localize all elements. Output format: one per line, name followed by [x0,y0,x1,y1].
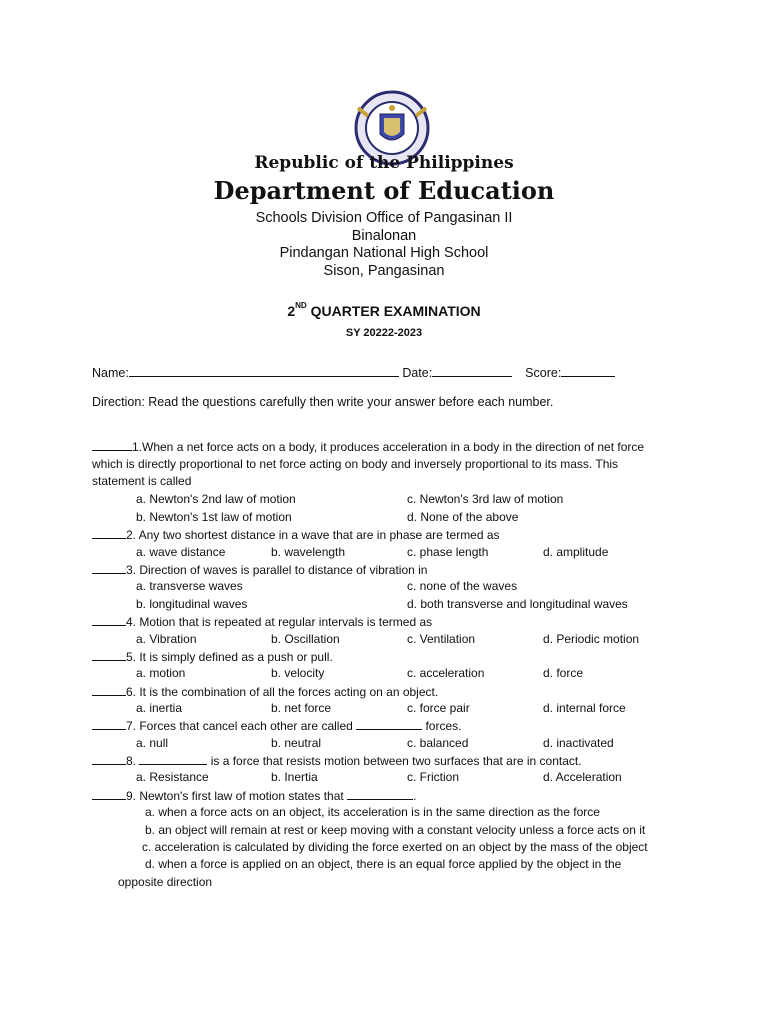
question-9-text: 9. Newton's first law of motion states that [126,789,344,803]
answer-blank-4[interactable] [92,614,126,626]
q4-option-c: c. Ventilation [407,632,476,646]
question-1 [92,439,644,454]
q4-option-d: d. Periodic motion [543,632,640,646]
question-7 [92,718,462,733]
question-9-text-end: . [413,789,417,803]
exam-title-number: 2 [287,303,296,319]
q5-option-b: b. velocity [271,666,325,680]
exam-title-text: QUARTER EXAMINATION [306,303,481,319]
town-line: Binalonan [351,228,417,244]
q7-option-c: c. balanced [407,736,469,750]
division-line: Schools Division Office of Pangasinan II [255,210,513,226]
question-6 [92,684,438,699]
fill-in-blank-9 [347,788,413,800]
question-1-line-2: which is directly proportional to net force acting on body and inversely proportional to its mass. This [92,457,619,471]
score-blank[interactable] [561,364,615,377]
q3-option-a: a. transverse waves [136,579,243,593]
question-4 [92,614,432,629]
question-4-text: 4. Motion that is repeated at regular intervals is termed as [126,615,433,629]
date-label: Date: [402,366,433,380]
question-5-text: 5. It is simply defined as a push or pull. [126,650,333,664]
q3-option-b: b. longitudinal waves [136,597,248,611]
q2-option-a: a. wave distance [136,545,226,559]
q9-option-c: c. acceleration is calculated by dividing the force exerted on an object by the mass of the object [142,840,648,854]
q7-option-b: b. neutral [271,736,322,750]
republic-title: Republic of the Philippines [254,153,514,173]
school-line: Pindangan National High School [279,245,489,261]
q9-option-d: d. when a force is applied on an object, there is an equal force applied by the object in the [145,857,622,871]
q5-option-a: a. motion [136,666,186,680]
answer-blank-9[interactable] [92,788,126,800]
question-5 [92,649,333,664]
school-year: SY 20222-2023 [345,327,423,339]
q8-option-a: a. Resistance [136,770,209,784]
name-label: Name: [92,366,129,380]
answer-blank-3[interactable] [92,562,126,574]
department-title: Department of Education [213,176,555,205]
q9-option-b: b. an object will remain at rest or keep moving with a constant velocity unless a force acts on it [145,823,646,837]
answer-blank-6[interactable] [92,684,126,696]
fill-in-blank-8 [139,753,207,765]
score-label: Score: [525,366,562,380]
q1-option-d: d. None of the above [407,510,519,524]
q3-option-d: d. both transverse and longitudinal waves [407,597,628,611]
question-8-number: 8. [126,754,137,768]
answer-blank-5[interactable] [92,649,126,661]
answer-blank-1[interactable] [92,439,132,451]
q1-option-a: a. Newton's 2nd law of motion [136,492,296,506]
question-6-text: 6. It is the combination of all the forces acting on an object. [126,685,439,699]
q6-option-a: a. inertia [136,701,183,715]
question-9 [92,788,416,803]
question-7-text: 7. Forces that cancel each other are called [126,719,353,733]
q8-option-b: b. Inertia [271,770,318,784]
q5-option-c: c. acceleration [407,666,485,680]
q8-option-c: c. Friction [407,770,460,784]
question-1-line-3: statement is called [92,474,192,488]
answer-blank-8[interactable] [92,753,126,765]
question-3 [92,562,427,577]
q9-option-a: a. when a force acts on an object, its acceleration is in the same direction as the force [145,805,600,819]
name-blank[interactable] [129,364,399,377]
q4-option-b: b. Oscillation [271,632,340,646]
answer-blank-2[interactable] [92,527,126,539]
q3-option-c: c. none of the waves [407,579,518,593]
location-line: Sison, Pangasinan [323,263,445,279]
q7-option-a: a. null [136,736,169,750]
q2-option-c: c. phase length [407,545,489,559]
q2-option-d: d. amplitude [543,545,609,559]
question-2-text: 2. Any two shortest distance in a wave that are in phase are termed as [126,528,500,542]
question-1-line-1: 1.When a net force acts on a body, it produces acceleration in a body in the direction of net force [132,440,645,454]
q5-option-d: d. force [543,666,584,680]
q7-option-d: d. inactivated [543,736,614,750]
answer-blank-7[interactable] [92,718,126,730]
question-3-text: 3. Direction of waves is parallel to distance of vibration in [126,563,428,577]
q4-option-a: a. Vibration [136,632,197,646]
q2-option-b: b. wavelength [271,545,346,559]
q8-option-d: d. Acceleration [543,770,622,784]
student-info-row [92,364,615,380]
direction-text: Direction: Read the questions carefully then write your answer before each number. [92,395,554,409]
q6-option-b: b. net force [271,701,332,715]
q6-option-d: d. internal force [543,701,626,715]
exam-title-sup: ND [295,301,307,311]
question-8 [92,753,582,768]
q1-option-c: c. Newton's 3rd law of motion [407,492,564,506]
question-8-text: is a force that resists motion between two surfaces that are in contact. [207,754,582,768]
q1-option-b: b. Newton's 1st law of motion [136,510,292,524]
q6-option-c: c. force pair [407,701,470,715]
q9-option-d-continued: opposite direction [118,875,213,889]
fill-in-blank-7 [356,718,422,730]
exam-title [0,303,768,319]
question-2 [92,527,500,542]
question-7-text-end: forces. [422,719,462,733]
date-blank[interactable] [432,364,512,377]
